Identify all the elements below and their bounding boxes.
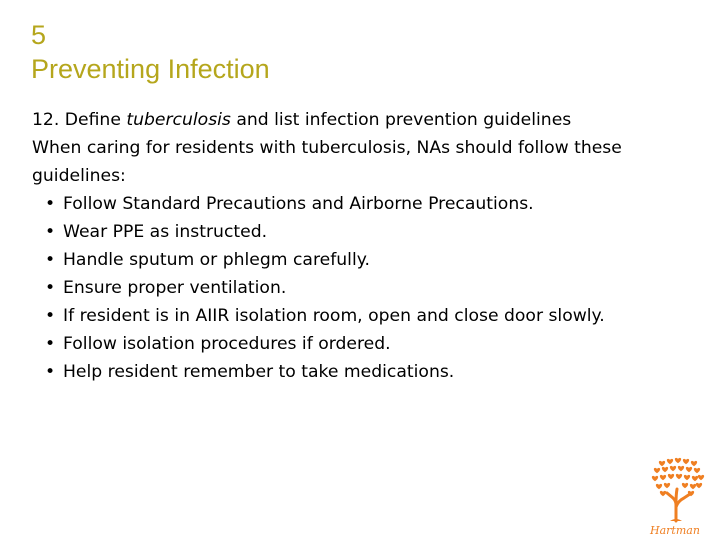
objective-term: tuberculosis [126, 110, 231, 130]
heart-leaf-icon [696, 483, 702, 488]
bullet-icon: • [45, 362, 56, 382]
objective-heading [32, 106, 672, 134]
guideline-text: Follow Standard Precautions and Airborne Precautions. [63, 194, 534, 214]
heart-leaf-icon [664, 483, 670, 488]
objective-prefix: 12. Define [32, 110, 127, 130]
heart-leaf-icon [684, 475, 690, 480]
list-item [45, 302, 672, 330]
guideline-text: Handle sputum or phlegm carefully. [63, 250, 370, 270]
slide-content [32, 106, 672, 386]
heart-leaf-icon [668, 474, 674, 479]
heart-leaf-icon [670, 466, 676, 471]
heart-leaf-icon [678, 466, 684, 471]
bullet-icon: • [45, 278, 56, 298]
heart-leaf-icon [692, 476, 698, 481]
heart-leaf-icon [676, 474, 682, 479]
chapter-title: Preventing Infection [31, 54, 270, 84]
logo-text: Hartman [650, 524, 700, 537]
guideline-text: Wear PPE as instructed. [63, 222, 268, 242]
heart-leaf-icon [660, 491, 666, 496]
guideline-text: Help resident remember to take medications. [63, 362, 455, 382]
bullet-icon: • [45, 250, 56, 270]
objective-suffix: and list infection prevention guidelines [230, 110, 572, 130]
guideline-text: If resident is in AIIR isolation room, open and close door slowly. [63, 306, 605, 326]
heart-leaf-icon [656, 484, 662, 489]
list-item [45, 330, 672, 358]
bullet-icon: • [45, 334, 56, 354]
guideline-text: Ensure proper ventilation. [63, 278, 287, 298]
heart-leaf-icon [659, 461, 665, 466]
heart-leaf-icon [682, 483, 688, 488]
heart-leaf-icon [652, 476, 658, 481]
tree-icon [652, 458, 704, 521]
heart-leaf-icon [683, 459, 689, 464]
chapter-number: 5 [31, 20, 47, 50]
guideline-text: Follow isolation procedures if ordered. [63, 334, 391, 354]
bullet-icon: • [45, 306, 56, 326]
heart-leaf-icon [686, 467, 692, 472]
list-item [45, 246, 672, 274]
list-item [45, 274, 672, 302]
hartman-logo [640, 455, 718, 537]
chapter-header [31, 18, 270, 86]
heart-leaf-icon [694, 468, 700, 473]
bullet-icon: • [45, 194, 56, 214]
list-item [45, 218, 672, 246]
heart-leaf-icon [667, 459, 673, 464]
heart-leaf-icon [654, 468, 660, 473]
heart-leaf-icon [690, 484, 696, 489]
list-item [45, 358, 672, 386]
heart-leaf-icon [662, 467, 668, 472]
guideline-list [32, 190, 672, 386]
intro-text: When caring for residents with tuberculosis, NAs should follow these guidelines: [32, 138, 622, 186]
heart-leaf-icon [675, 458, 681, 463]
list-item [45, 190, 672, 218]
heart-leaf-icon [691, 461, 697, 466]
heart-leaf-icon [698, 475, 704, 480]
heart-leaf-icon [660, 475, 666, 480]
bullet-icon: • [45, 222, 56, 242]
